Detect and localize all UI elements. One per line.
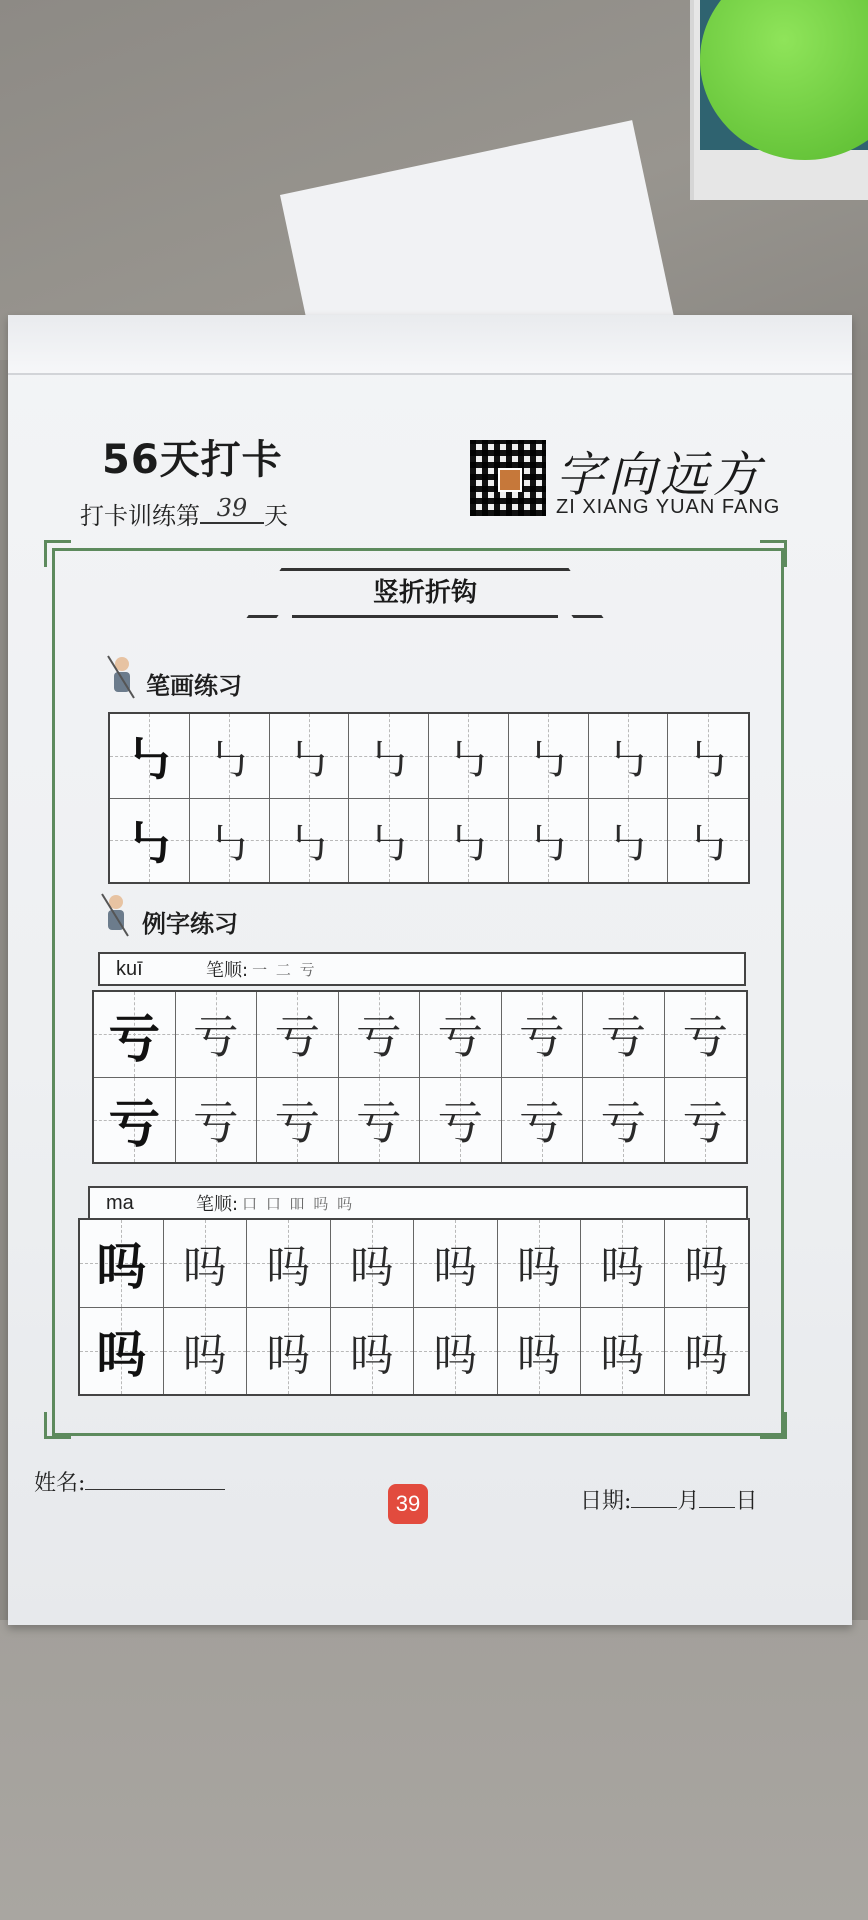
char-info-bar bbox=[98, 952, 746, 986]
day-counter bbox=[80, 496, 288, 532]
stroke-order-label: 笔顺: bbox=[196, 1194, 239, 1215]
practice-glyph: 亏 bbox=[600, 1095, 647, 1150]
stroke-practice-grid bbox=[108, 712, 750, 884]
practice-glyph: 亏 bbox=[437, 1095, 484, 1150]
day-label: 日 bbox=[735, 1489, 758, 1514]
practice-glyph: 吗 bbox=[266, 1329, 311, 1381]
day-blank bbox=[699, 1507, 735, 1508]
practice-glyph: ㇉ bbox=[686, 819, 731, 871]
practice-glyph: ㇉ bbox=[446, 819, 491, 871]
day-number: 39 bbox=[200, 494, 264, 524]
practice-glyph: 亏 bbox=[682, 1095, 729, 1150]
practice-cell bbox=[80, 1308, 164, 1395]
practice-cell bbox=[583, 992, 665, 1078]
pinyin-label: ma bbox=[106, 1191, 134, 1214]
practice-glyph: ㇉ bbox=[366, 734, 411, 786]
qr-logo bbox=[498, 468, 522, 492]
stroke-order-label: 笔顺: bbox=[206, 960, 249, 981]
student-figure-icon bbox=[104, 654, 138, 700]
practice-glyph: ㇉ bbox=[366, 819, 411, 871]
practice-glyph: 亏 bbox=[437, 1010, 484, 1065]
practice-glyph: 亏 bbox=[108, 1009, 161, 1070]
practice-glyph: 吗 bbox=[684, 1329, 729, 1381]
practice-glyph: 亏 bbox=[274, 1095, 321, 1150]
name-field bbox=[34, 1466, 225, 1497]
practice-cell bbox=[502, 992, 584, 1078]
practice-cell bbox=[581, 1308, 665, 1395]
char-info-bar bbox=[88, 1186, 748, 1220]
practice-glyph: 亏 bbox=[518, 1010, 565, 1065]
practice-cell bbox=[270, 714, 350, 799]
practice-glyph: 亏 bbox=[192, 1095, 239, 1150]
qr-code-icon bbox=[470, 440, 546, 516]
practice-cell bbox=[247, 1220, 331, 1308]
practice-glyph: 吗 bbox=[433, 1329, 478, 1381]
practice-cell bbox=[668, 799, 748, 883]
practice-cell bbox=[509, 714, 589, 799]
practice-cell bbox=[270, 799, 350, 883]
name-label: 姓名: bbox=[34, 1471, 86, 1496]
frame-corner-ornament bbox=[760, 1412, 787, 1439]
practice-glyph: 吗 bbox=[684, 1242, 729, 1294]
practice-cell bbox=[583, 1078, 665, 1163]
practice-glyph: 亏 bbox=[600, 1010, 647, 1065]
practice-glyph: ㇉ bbox=[686, 734, 731, 786]
practice-cell bbox=[665, 1078, 747, 1163]
practice-glyph: 亏 bbox=[682, 1010, 729, 1065]
practice-cell bbox=[498, 1308, 582, 1395]
practice-cell bbox=[176, 1078, 258, 1163]
practice-cell bbox=[80, 1220, 164, 1308]
practice-cell bbox=[164, 1220, 248, 1308]
practice-cell bbox=[110, 714, 190, 799]
page-number-badge: 39 bbox=[388, 1484, 428, 1524]
practice-glyph: 吗 bbox=[349, 1329, 394, 1381]
practice-glyph: 亏 bbox=[192, 1010, 239, 1065]
practice-cell bbox=[94, 992, 176, 1078]
practice-cell bbox=[665, 1308, 749, 1395]
practice-cell bbox=[349, 714, 429, 799]
practice-cell bbox=[429, 714, 509, 799]
stroke-order-steps: 一 二 亏 bbox=[252, 960, 317, 979]
practice-glyph: ㇉ bbox=[605, 734, 650, 786]
practice-glyph: ㇉ bbox=[286, 734, 331, 786]
date-field bbox=[580, 1484, 757, 1515]
month-blank bbox=[631, 1507, 677, 1508]
practice-cell bbox=[349, 799, 429, 883]
practice-glyph: 亏 bbox=[518, 1095, 565, 1150]
practice-cell bbox=[589, 714, 669, 799]
practice-cell bbox=[414, 1220, 498, 1308]
brand-logo-cn: 字向远方 bbox=[556, 447, 765, 503]
practice-glyph: ㇉ bbox=[207, 819, 252, 871]
practice-glyph: 吗 bbox=[182, 1329, 227, 1381]
practice-glyph: 吗 bbox=[516, 1329, 561, 1381]
practice-cell bbox=[247, 1308, 331, 1395]
practice-cell bbox=[429, 799, 509, 883]
practice-cell bbox=[414, 1308, 498, 1395]
practice-glyph: 吗 bbox=[433, 1242, 478, 1294]
practice-glyph: 吗 bbox=[96, 1325, 147, 1384]
stroke-title: 竖折折钩 bbox=[292, 568, 558, 618]
practice-cell bbox=[257, 1078, 339, 1163]
practice-glyph: 吗 bbox=[182, 1242, 227, 1294]
practice-glyph: 吗 bbox=[96, 1238, 147, 1297]
practice-cell bbox=[509, 799, 589, 883]
day-suffix: 天 bbox=[264, 502, 288, 530]
practice-cell bbox=[420, 1078, 502, 1163]
practice-glyph: ㇉ bbox=[207, 734, 252, 786]
char-practice-grid bbox=[78, 1218, 750, 1396]
stroke-order-steps: 口 口 吅 吗 吗 bbox=[242, 1194, 355, 1213]
practice-glyph: ㇉ bbox=[124, 815, 175, 874]
day-prefix: 打卡训练第 bbox=[80, 502, 200, 530]
student-figure-icon bbox=[98, 892, 132, 938]
practice-glyph: 吗 bbox=[349, 1242, 394, 1294]
practice-cell bbox=[257, 992, 339, 1078]
stroke-practice-heading: 笔画练习 bbox=[146, 672, 242, 700]
practice-cell bbox=[110, 799, 190, 883]
practice-glyph: ㇉ bbox=[286, 819, 331, 871]
practice-cell bbox=[190, 714, 270, 799]
practice-glyph: 吗 bbox=[600, 1329, 645, 1381]
char-practice-grid bbox=[92, 990, 748, 1164]
practice-cell bbox=[331, 1220, 415, 1308]
practice-glyph: 吗 bbox=[600, 1242, 645, 1294]
practice-glyph: ㇉ bbox=[124, 730, 175, 789]
date-label: 日期: bbox=[580, 1489, 632, 1514]
practice-cell bbox=[94, 1078, 176, 1163]
notepad-binding bbox=[8, 315, 852, 375]
practice-glyph: ㇉ bbox=[446, 734, 491, 786]
practice-glyph: 亏 bbox=[274, 1010, 321, 1065]
practice-glyph: 亏 bbox=[355, 1095, 402, 1150]
frame-corner-ornament bbox=[44, 1412, 71, 1439]
practice-glyph: ㇉ bbox=[605, 819, 650, 871]
practice-cell bbox=[665, 992, 747, 1078]
practice-cell bbox=[420, 992, 502, 1078]
practice-cell bbox=[190, 799, 270, 883]
table-surface-bottom bbox=[0, 1620, 868, 1920]
practice-cell bbox=[502, 1078, 584, 1163]
practice-cell bbox=[589, 799, 669, 883]
practice-glyph: 亏 bbox=[108, 1095, 161, 1156]
practice-cell bbox=[339, 1078, 421, 1163]
name-blank bbox=[85, 1489, 225, 1490]
practice-cell bbox=[164, 1308, 248, 1395]
month-label: 月 bbox=[677, 1489, 700, 1514]
practice-cell bbox=[339, 992, 421, 1078]
brand-logo-en: ZI XIANG YUAN FANG bbox=[556, 496, 781, 518]
practice-cell bbox=[668, 714, 748, 799]
practice-glyph: ㇉ bbox=[526, 819, 571, 871]
pinyin-label: kuī bbox=[116, 957, 143, 980]
practice-glyph: 吗 bbox=[266, 1242, 311, 1294]
worksheet-headline: 56天打卡 bbox=[102, 437, 283, 483]
example-practice-heading: 例字练习 bbox=[142, 910, 238, 938]
practice-cell bbox=[331, 1308, 415, 1395]
frame-corner-ornament bbox=[44, 540, 71, 567]
practice-glyph: 亏 bbox=[355, 1010, 402, 1065]
practice-cell bbox=[665, 1220, 749, 1308]
frame-corner-ornament bbox=[760, 540, 787, 567]
practice-glyph: ㇉ bbox=[526, 734, 571, 786]
practice-cell bbox=[498, 1220, 582, 1308]
practice-cell bbox=[581, 1220, 665, 1308]
practice-glyph: 吗 bbox=[516, 1242, 561, 1294]
practice-cell bbox=[176, 992, 258, 1078]
